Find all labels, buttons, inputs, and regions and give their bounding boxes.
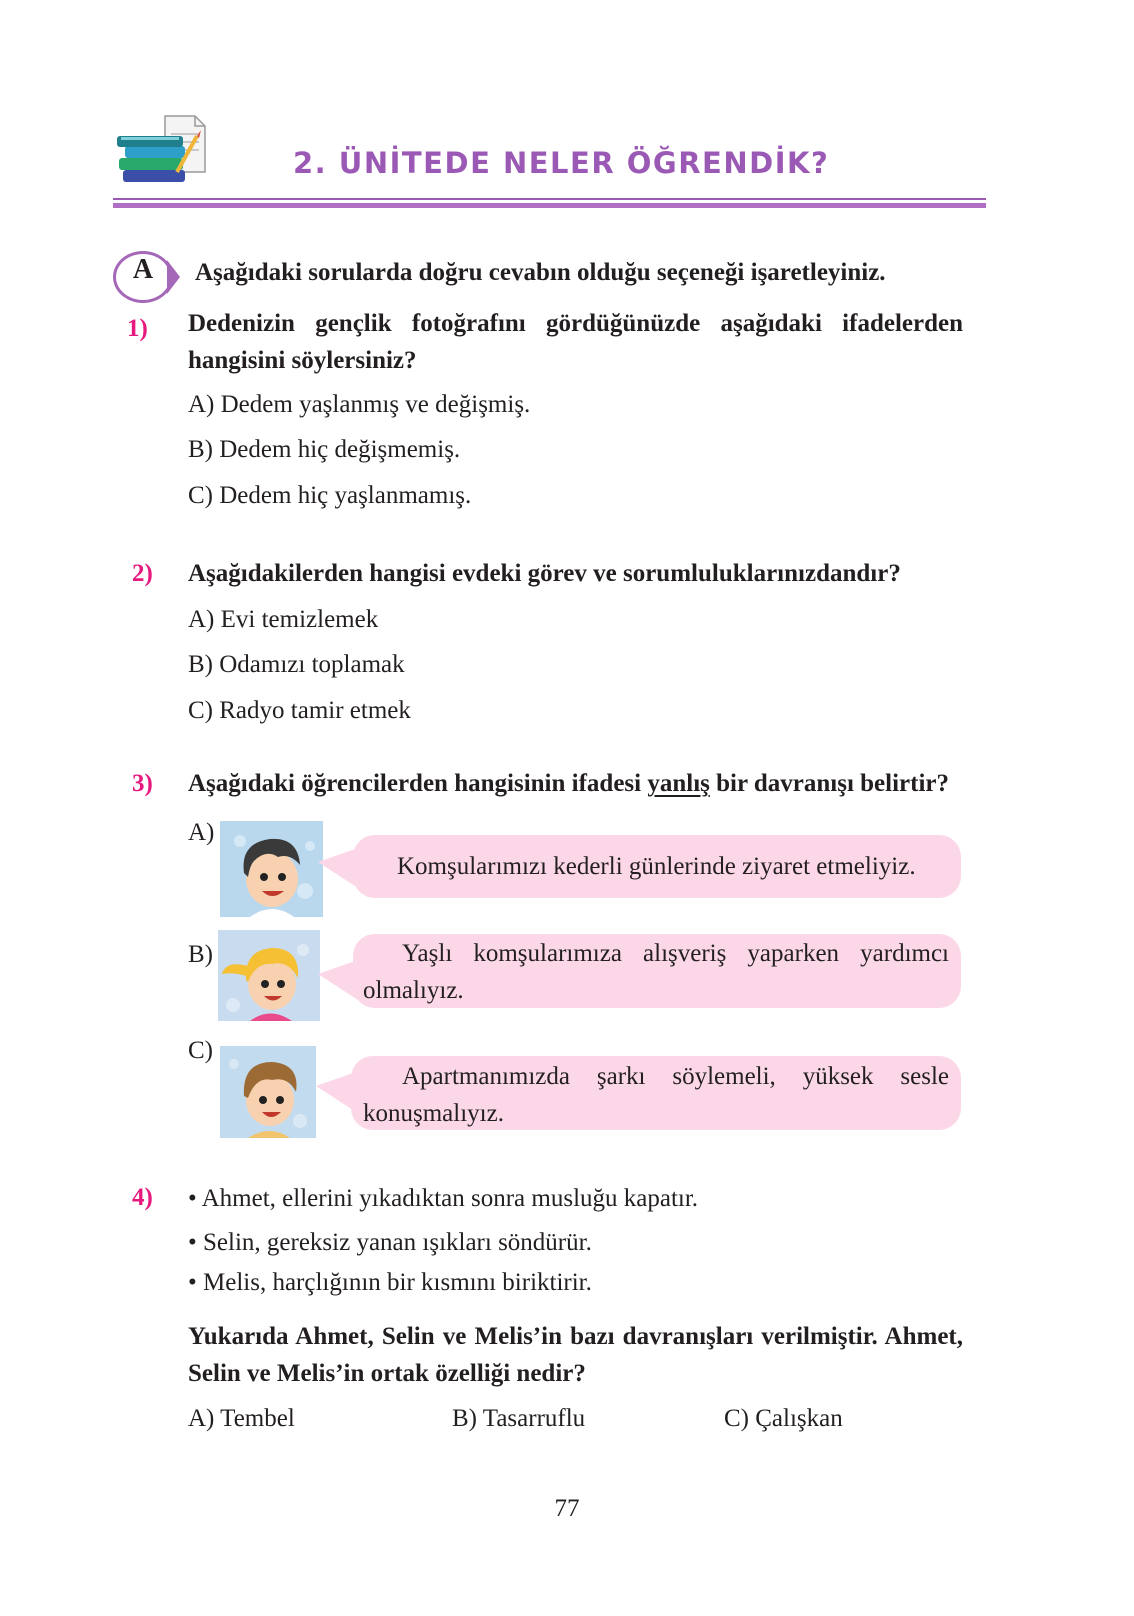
speech-text-a: Komşularımızı kederli günlerinde ziyaret etmeliyiz. bbox=[397, 853, 916, 880]
speech-bubble-tail bbox=[318, 848, 358, 888]
question-2-option-c[interactable]: C) Radyo tamir etmek bbox=[188, 697, 411, 724]
title-divider-thick bbox=[113, 203, 986, 208]
question-1-text: Dedenizin gençlik fotoğrafını gördüğünüzde aşağıdaki ifadelerden hangisini söylersiniz? bbox=[188, 310, 963, 374]
page-number: 77 bbox=[554, 1495, 580, 1522]
question-4-option-c[interactable]: C) Çalışkan bbox=[724, 1405, 843, 1432]
question-3-option-a-label[interactable]: A) bbox=[188, 819, 215, 846]
question-1-option-a[interactable]: A) Dedem yaşlanmış ve değişmiş. bbox=[188, 391, 531, 418]
speech-bubble-b bbox=[353, 934, 961, 1008]
question-2-number: 2) bbox=[132, 560, 153, 587]
bullet-item: • Ahmet, ellerini yıkadıktan sonra musluğu kapatır. bbox=[188, 1185, 699, 1212]
bullet-item: • Selin, gereksiz yanan ışıkları söndürür. bbox=[188, 1229, 592, 1256]
question-4-option-a[interactable]: A) Tembel bbox=[188, 1405, 295, 1432]
books-icon bbox=[113, 112, 208, 190]
question-4-number: 4) bbox=[132, 1184, 153, 1211]
question-1-option-b[interactable]: B) Dedem hiç değişmemiş. bbox=[188, 436, 461, 463]
question-1-number: 1) bbox=[127, 315, 148, 342]
speech-bubble-a bbox=[353, 835, 961, 898]
underlined-word: yanlış bbox=[647, 770, 710, 797]
question-3-text: Aşağıdaki öğrencilerden hangisinin ifadesi yanlış bir davranışı belirtir? bbox=[188, 770, 949, 797]
boy-brown-hair-avatar bbox=[220, 1046, 316, 1138]
speech-bubble-tail bbox=[316, 1072, 356, 1112]
page-title: 2. ÜNİTEDE NELER ÖĞRENDİK? bbox=[293, 146, 830, 180]
speech-bubble-c bbox=[351, 1056, 961, 1130]
bullet-item: • Melis, harçlığının bir kısmını biriktirir. bbox=[188, 1269, 592, 1296]
question-4-option-b[interactable]: B) Tasarruflu bbox=[452, 1405, 586, 1432]
speech-bubble-tail bbox=[318, 960, 358, 1000]
speech-text-b: Yaşlı komşularımıza alışveriş yaparken yardımcı olmalıyız. bbox=[363, 940, 949, 1004]
question-4-text: Yukarıda Ahmet, Selin ve Melis’in bazı davranışları verilmiştir. Ahmet, Selin ve Melis’in ortak özelliği nedir? bbox=[188, 1323, 963, 1387]
section-instruction: Aşağıdaki sorularda doğru cevabın olduğu seçeneği işaretleyiniz. bbox=[195, 259, 886, 286]
question-3-option-c-label[interactable]: C) bbox=[188, 1037, 213, 1064]
question-2-option-b[interactable]: B) Odamızı toplamak bbox=[188, 651, 405, 678]
question-2-text: Aşağıdakilerden hangisi evdeki görev ve sorumluluklarınızdandır? bbox=[188, 560, 901, 587]
question-2-option-a[interactable]: A) Evi temizlemek bbox=[188, 606, 379, 633]
question-3-option-b-label[interactable]: B) bbox=[188, 941, 213, 968]
girl-blonde-avatar bbox=[218, 930, 320, 1021]
title-divider bbox=[113, 198, 986, 200]
boy-dark-hair-avatar bbox=[220, 821, 323, 917]
question-1-option-c[interactable]: C) Dedem hiç yaşlanmamış. bbox=[188, 482, 472, 509]
section-badge-letter: A bbox=[132, 254, 154, 285]
speech-text-c: Apartmanımızda şarkı söylemeli, yüksek sesle konuşmalıyız. bbox=[363, 1063, 949, 1127]
question-3-number: 3) bbox=[132, 770, 153, 797]
